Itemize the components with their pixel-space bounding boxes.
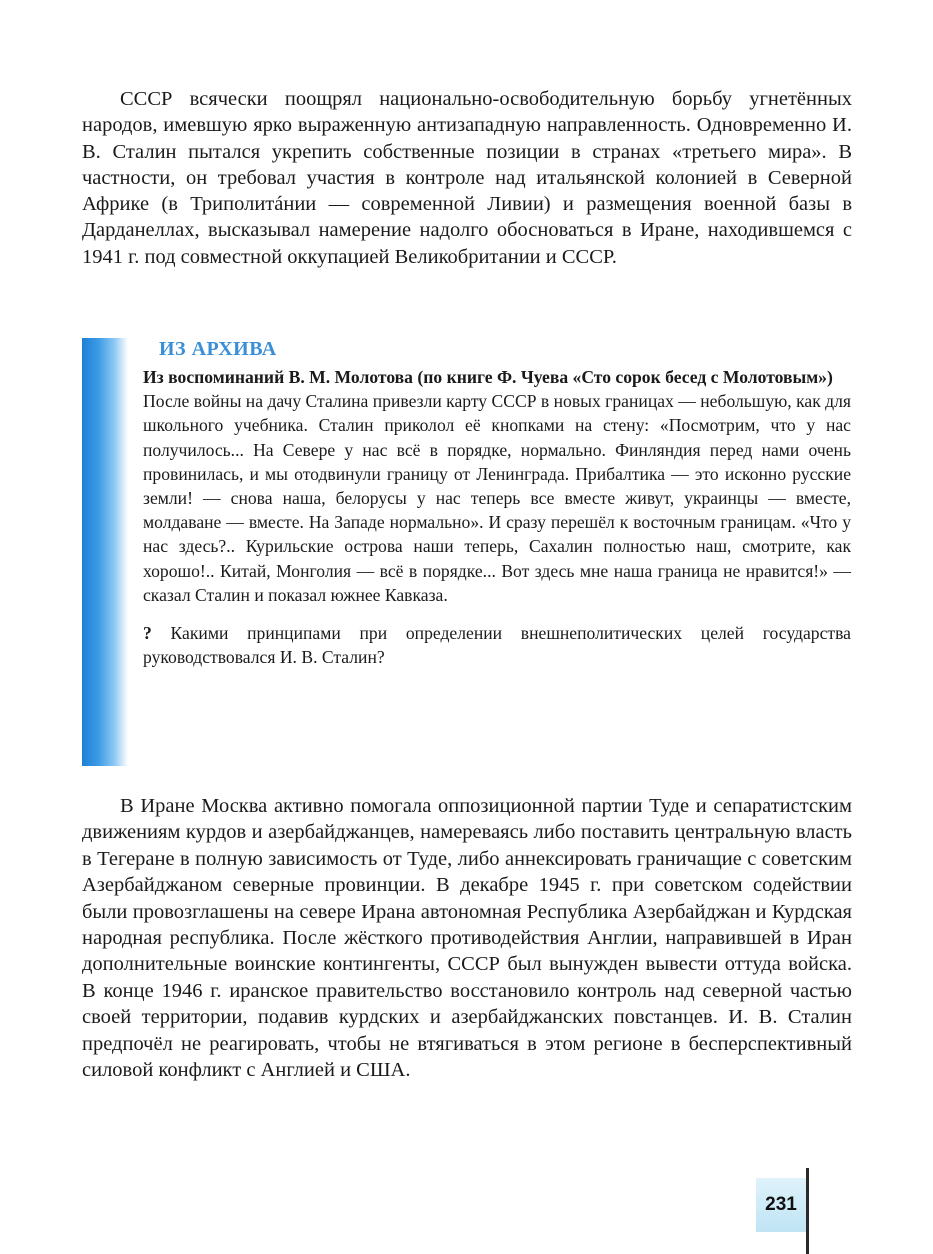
archive-question-text: Какими принципами при определении внешнеполитических целей государства руководствовался И. В. Сталин? xyxy=(143,623,851,668)
body-paragraph-2: В Иране Москва активно помогала оппозиционной партии Туде и сепаратистским движениям курдов и азербайджанцев, намереваясь либо поставить центральную власть в Тегеране в полную зависимость от Туде, либо аннексировать граничащие с советским Азербайджаном северные провинции. В декабре 1945 г. при советском содействии были провозглашены на севере Ирана автономная Республика Азербайджан и Курдская народная республика. После жёсткого противодействия Англии, направившей в Иран дополнительные воинские контингенты, СССР был вынужден вывести оттуда войска. В конце 1946 г. иранское правительство восстановило контроль над северной частью своей территории, подавив курдских и азербайджанских повстанцев. И. В. Сталин предпочёл не реагировать, чтобы не втягиваться в этом регионе в бесперспективный силовой конфликт с Англией и США. xyxy=(82,795,852,1082)
question-mark-icon: ? xyxy=(143,623,152,644)
archive-sidebar-bar xyxy=(82,338,128,766)
archive-quote-text: После войны на дачу Сталина привезли карту СССР в новых границах — небольшую, как для школьного учебника. Сталин приколол её кнопками на стену: «Посмотрим, что у нас получилось... На Севере у нас всё в порядке, нормально. Финляндия перед нами очень провинилась, и мы отодвинули границу от Ленинграда. Прибалтика — это исконно русские земли! — снова наша, белорусы у нас теперь все вместе живут, украинцы — вместе, молдаване — вместе. На Западе нормально». И сразу перешёл к восточным границам. «Что у нас здесь?.. Курильские острова наши теперь, Сахалин полностью наш, смотрите, как хорошо!.. Китай, Монголия — всё в порядке... Вот здесь мне наша граница не нравится!» — сказал Сталин и показал южнее Кавказа. xyxy=(143,391,851,605)
body-paragraph-1: СССР всячески поощрял национально-освободительную борьбу угнетённых народов, имевшую ярко выраженную антизападную направленность. Одновременно И. В. Сталин пытался укрепить собственные позиции в странах «третьего мира». В частности, он требовал участия в контроле над итальянской колонией в Северной Африке (в Триполитáнии — современной Ливии) и размещения военной базы в Дарданеллах, высказывал намерение надолго обосноваться в Иране, находившемся с 1941 г. под совместной оккупацией Великобритании и СССР. xyxy=(82,88,852,268)
archive-box xyxy=(143,337,851,669)
archive-heading: ИЗ АРХИВА xyxy=(159,338,277,360)
archive-subtitle: Из воспоминаний В. М. Молотова (по книге Ф. Чуева «Сто сорок бесед с Молотовым») xyxy=(143,367,833,387)
page-edge-rule xyxy=(806,1168,809,1254)
archive-question xyxy=(143,621,851,669)
page-number: 231 xyxy=(756,1178,806,1232)
